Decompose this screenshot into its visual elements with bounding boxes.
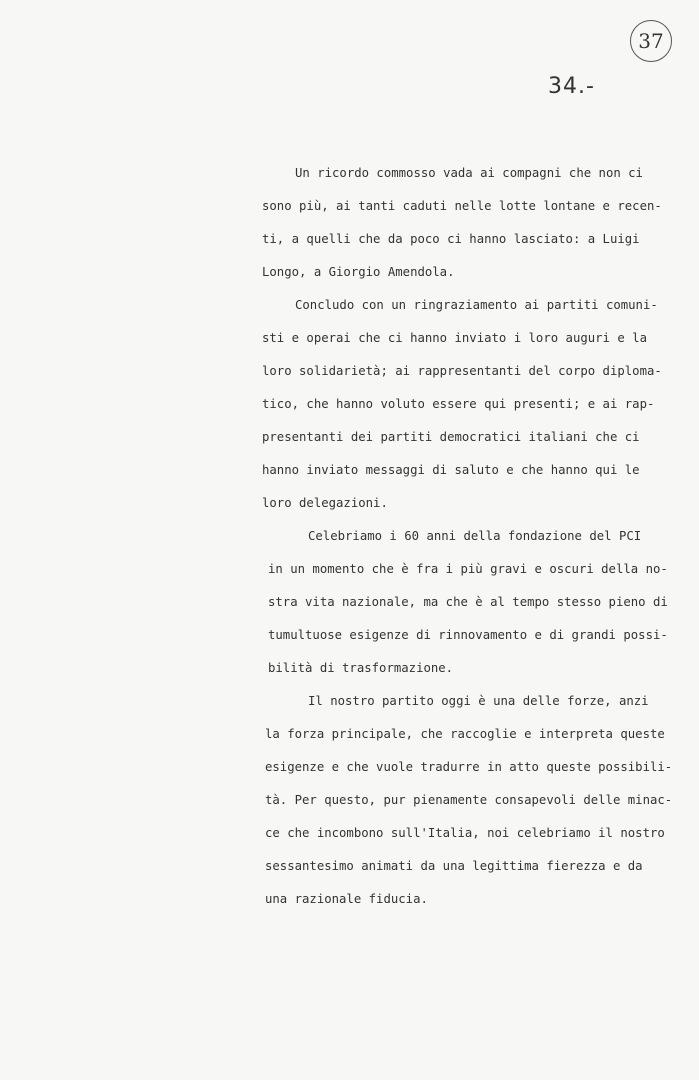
text-line: sessantesimo animati da una legittima fierezza e da — [265, 859, 643, 873]
text-line: tumultuose esigenze di rinnovamento e di grandi possi- — [268, 628, 668, 642]
text-line: in un momento che è fra i più gravi e oscuri della no- — [268, 562, 668, 576]
page-number: 34.- — [548, 74, 595, 99]
archive-number: 37 — [638, 29, 664, 53]
text-line: sti e operai che ci hanno inviato i loro auguri e la — [262, 331, 647, 345]
text-line: ti, a quelli che da poco ci hanno lasciato: a Luigi — [262, 232, 640, 246]
text-line: sono più, ai tanti caduti nelle lotte lontane e recen- — [262, 199, 662, 213]
archive-number-stamp — [630, 20, 672, 62]
text-line: Celebriamo i 60 anni della fondazione del PCI — [308, 529, 642, 543]
text-line: presentanti dei partiti democratici italiani che ci — [262, 430, 640, 444]
text-line: stra vita nazionale, ma che è al tempo stesso pieno di — [268, 595, 668, 609]
text-line: bilità di trasformazione. — [268, 661, 454, 675]
text-line: tico, che hanno voluto essere qui presenti; e ai rap- — [262, 397, 655, 411]
text-line: loro delegazioni. — [262, 496, 388, 510]
text-line: esigenze e che vuole tradurre in atto queste possibili- — [265, 760, 673, 774]
text-line: Un ricordo commosso vada ai compagni che non ci — [295, 166, 643, 180]
text-line: la forza principale, che raccoglie e interpreta queste — [265, 727, 665, 741]
text-line: Longo, a Giorgio Amendola. — [262, 265, 455, 279]
text-line: Il nostro partito oggi è una delle forze, anzi — [308, 694, 649, 708]
text-line: loro solidarietà; ai rappresentanti del corpo diploma- — [262, 364, 662, 378]
text-line: tà. Per questo, pur pienamente consapevoli delle minac- — [265, 793, 673, 807]
text-line: hanno inviato messaggi di saluto e che hanno qui le — [262, 463, 640, 477]
text-line: ce che incombono sull'Italia, noi celebriamo il nostro — [265, 826, 665, 840]
text-line: Concludo con un ringraziamento ai partiti comuni- — [295, 298, 658, 312]
text-line: una razionale fiducia. — [265, 892, 428, 906]
